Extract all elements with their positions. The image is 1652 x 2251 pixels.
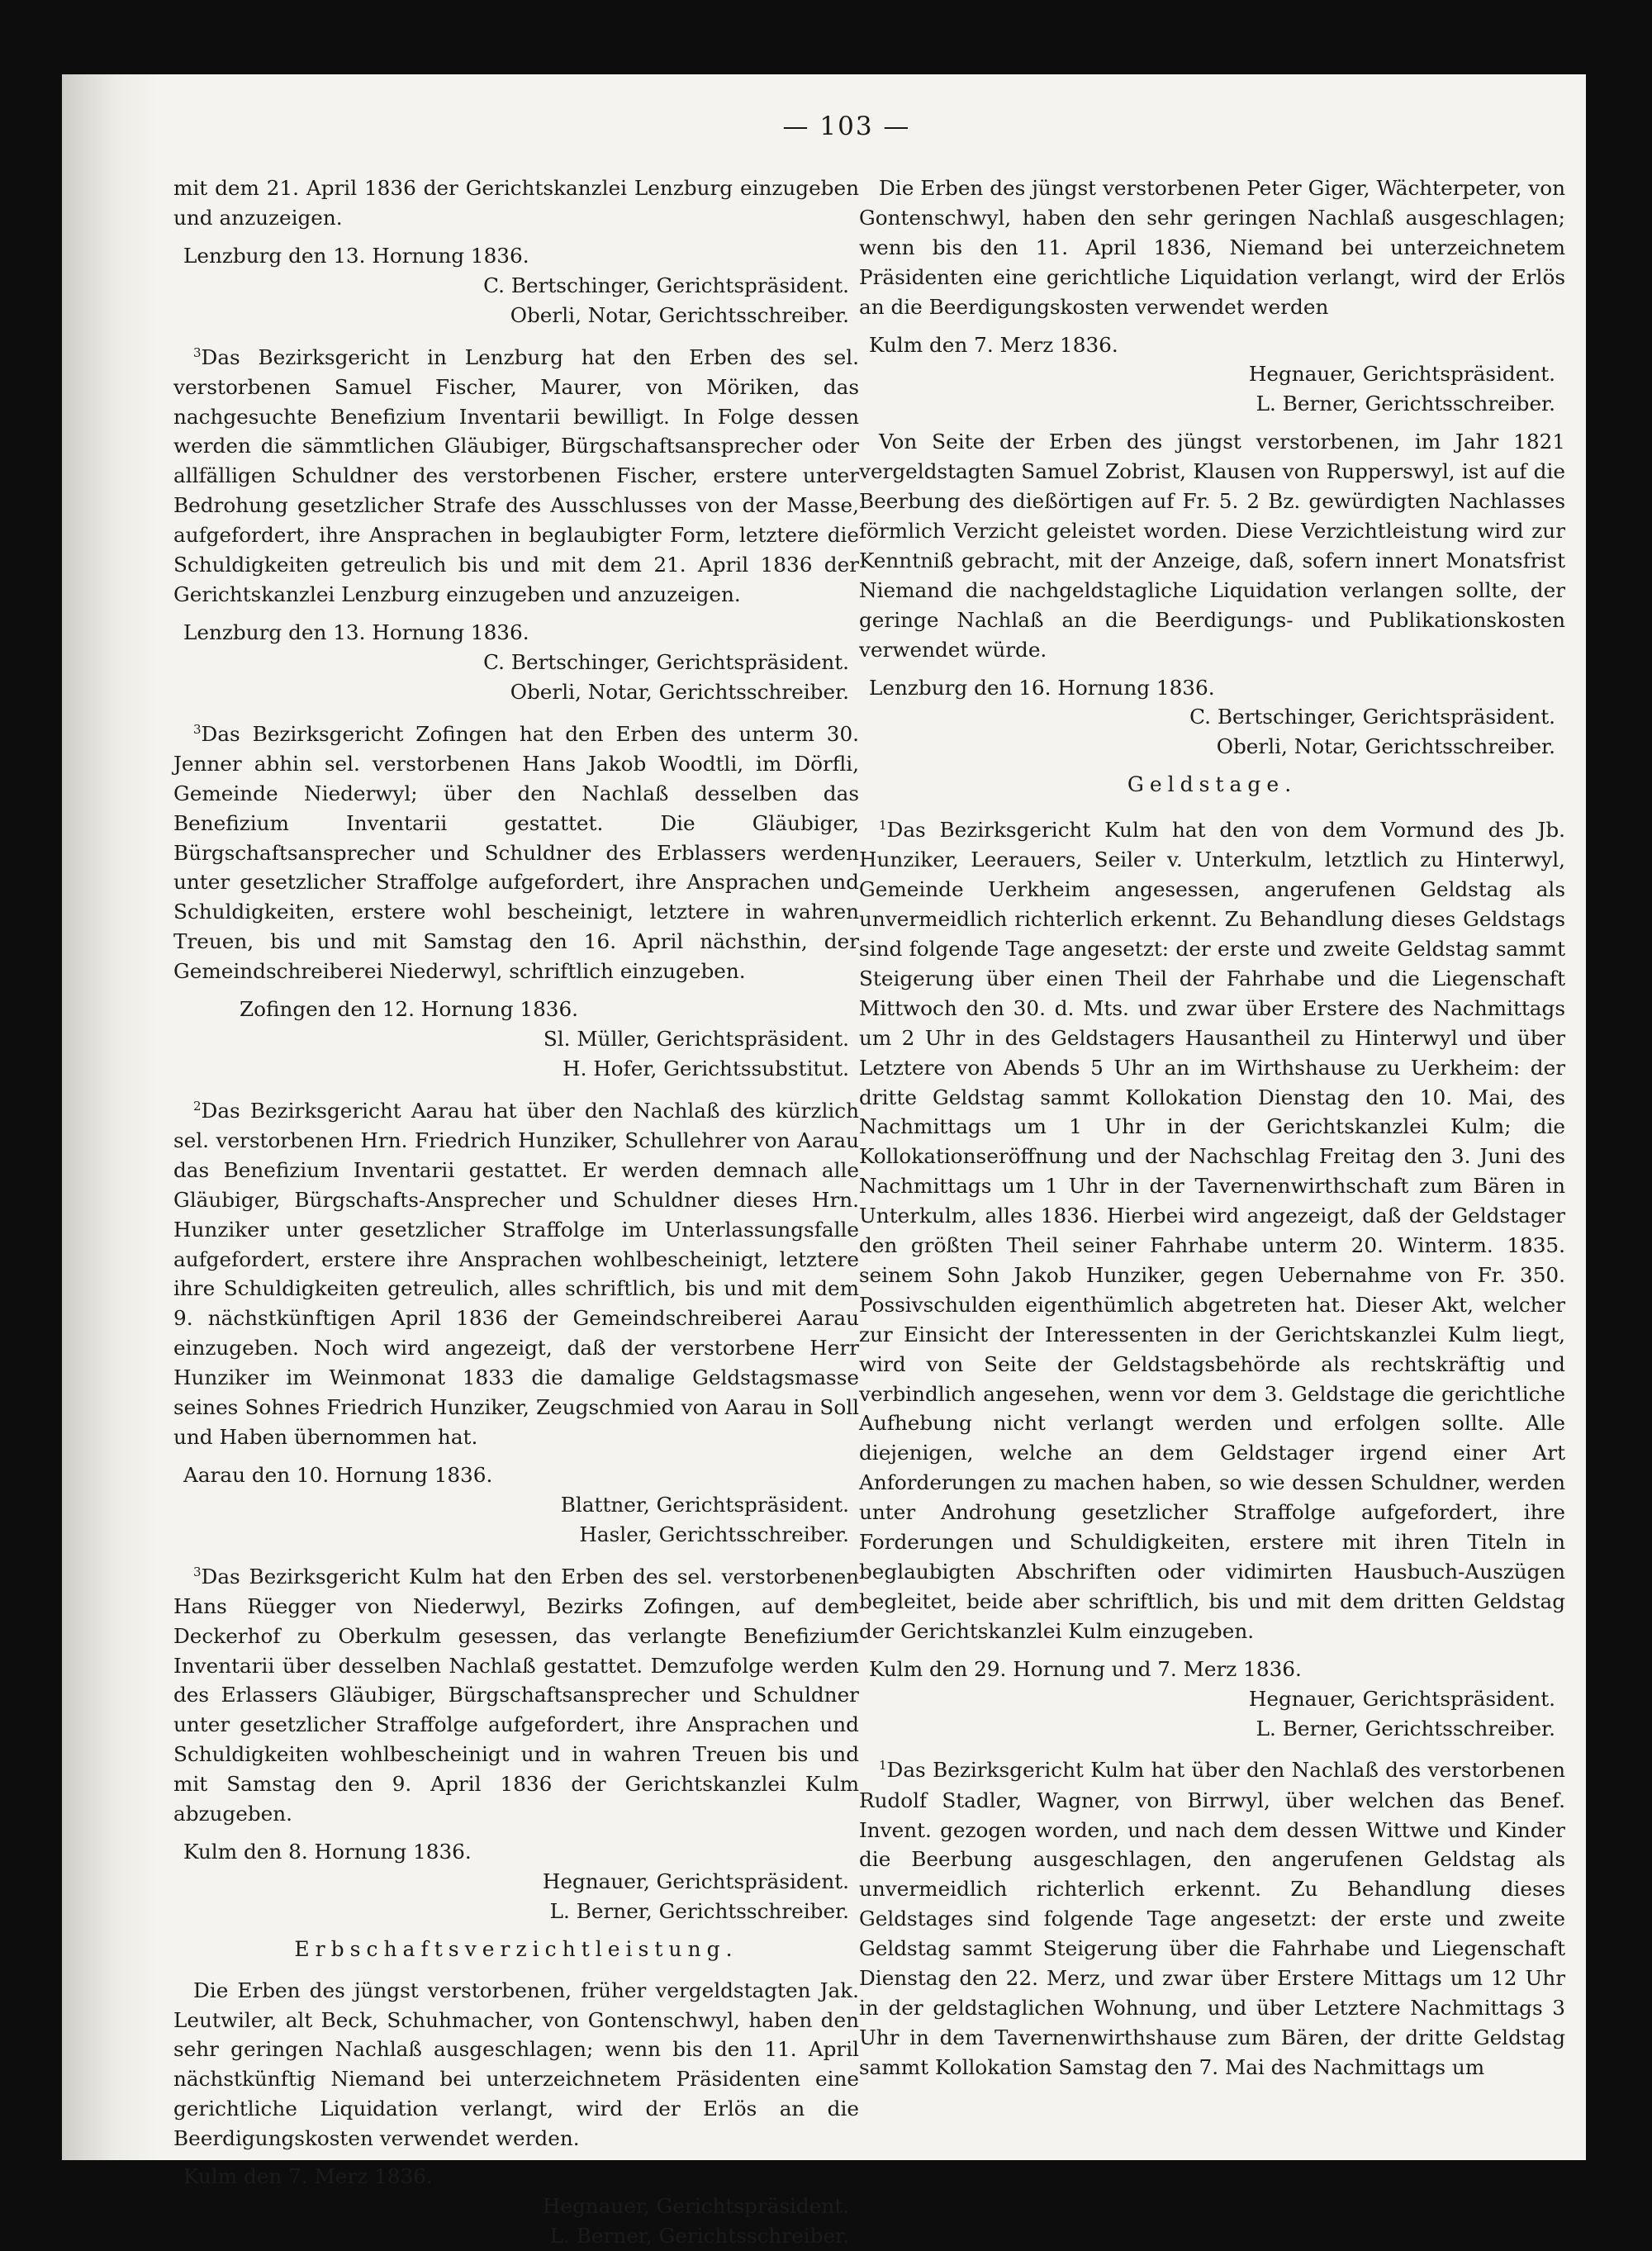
notice-hunziker-kulm — [859, 811, 1565, 1646]
notice-signature-2: L. Berner, Gerichtsschreiber. — [549, 1898, 849, 1923]
notice-place-date: Zofingen den 12. Hornung 1836. — [240, 997, 579, 1022]
continuation-signature-1: C. Bertschinger, Gerichtspräsident. — [483, 273, 849, 297]
notice-text: Das Bezirksgericht Kulm hat über den Nachlaß des verstorbenen Rudolf Stadler, Wagner, von Birrwyl, über welchen das Benef. Invent. gezogen worden, und nach dem dessen Wittwe und Kinder die Beerbung ausgeschlagen, den angerufenen Geldstag als unvermeidlich richterlich erkennt. Zu Behandlung dieses Geldstages sind folgende Tage angesetzt: der erste und zweite Geldstag sammt Steigerung über die Fahrhabe und Liegenschaft Dienstag den 22. Merz, und zwar über Erstere Mittags um 12 Uhr in der geldstaglichen Wohnung, und über Letztere Nachmittags 3 Uhr in dem Tavernenwirthshause zum Bären, der dritte Geldstag sammt Kollokation Samstag den 7. Mai des Nachmittags um — [859, 1758, 1565, 2079]
notice-number: 3 — [193, 1564, 202, 1579]
notice-number: 3 — [193, 344, 202, 360]
notice-text: Das Bezirksgericht in Lenzburg hat den Erben des sel. verstorbenen Samuel Fischer, Maurer, von Möriken, das nachgesuchte Benefizium Inventarii bewilligt. In Folge dessen werden die sämmtlichen Gläubiger, Bürgschaftsansprecher oder allfälligen Schuldner des verstorbenen Fischer, erstere unter Bedrohung gesetzlicher Strafe des Ausschlusses von der Masse, aufgefordert, ihre Ansprachen in beglaubigter Form, letztere die Schuldigkeiten getreulich bis und mit dem 21. April 1836 der Gerichtskanzlei Lenzburg einzugeben und anzuzeigen. — [173, 344, 859, 607]
newspaper-page — [62, 74, 1586, 2248]
notice-place-date: Kulm den 7. Merz 1836. — [183, 2164, 433, 2189]
notice-text: Das Bezirksgericht Aarau hat über den Nachlaß des kürzlich sel. verstorbenen Hrn. Friedrich Hunziker, Schullehrer von Aarau das Benefizium Inventarii gestattet. Er werden demnach alle Gläubiger, Bürgschafts-Ansprecher und Schuldner dieses Hrn. Hunziker unter gesetzlicher Straffolge im Unterlassungsfalle aufgefordert, erstere ihre Ansprachen wohlbescheinigt, letztere ihre Schuldigkeiten getreulich, alles schriftlich, bis und mit dem 9. nächstkünftigen April 1836 der Gemeindschreiberei Aarau einzugeben. Noch wird angezeigt, daß der verstorbene Herr Hunziker im Weinmonat 1833 die damalige Geldstagsmasse seines Sohnes Friedrich Hunziker, Zeugschmied von Aarau in Soll und Haben übernommen hat. — [173, 1098, 859, 1449]
notice-number: 1 — [879, 818, 887, 833]
notice-hunziker-aarau — [173, 1092, 859, 1452]
notice-signature-2: Hasler, Gerichtsschreiber. — [579, 1522, 849, 1546]
notice-fischer — [173, 339, 859, 610]
notice-text: Das Bezirksgericht Zofingen hat den Erben des unterm 30. Jenner abhin sel. verstorbenen Hans Jakob Woodtli, im Dörfli, Gemeinde Niederwyl; über den Nachlaß desselben das Benefizium Inventarii gestattet. Die Gläubiger, Bürgschaftsansprecher und Schuldner des Erblassers werden unter gesetzlicher Straffolge aufgefordert, ihre Ansprachen und Schuldigkeiten, erstere wohl bescheinigt, letztere in wahren Treuen, bis und mit Samstag den 16. April nächsthin, der Gemeindschreiberei Niederwyl, schriftlich einzugeben. — [173, 721, 859, 984]
notice-giger: Die Erben des jüngst verstorbenen Peter Giger, Wächterpeter, von Gontenschwyl, haben den sehr geringen Nachlaß ausgeschlagen; wenn bis den 11. April 1836, Niemand bei unterzeichnetem Präsidenten eine gerichtliche Liquidation verlangt, wird der Erlös an die Beerdigungskosten verwendet werden — [859, 176, 1565, 319]
notice-signature-1: C. Bertschinger, Gerichtspräsident. — [1189, 705, 1555, 729]
notice-signature-1: Hegnauer, Gerichtspräsident. — [1248, 1686, 1555, 1711]
notice-place-date: Kulm den 8. Hornung 1836. — [183, 1839, 472, 1864]
notice-signature-2: Oberli, Notar, Gerichtsschreiber. — [510, 679, 849, 704]
notice-number: 2 — [193, 1098, 202, 1114]
right-column — [859, 173, 1565, 2091]
page-gutter-shadow — [62, 74, 157, 2160]
notice-number: 1 — [879, 1758, 887, 1774]
continuation-place-date: Lenzburg den 13. Hornung 1836. — [183, 243, 529, 268]
notice-text: Das Bezirksgericht Kulm hat den Erben des sel. verstorbenen Hans Rüegger von Niederwyl, Bezirks Zofingen, auf dem Deckerhof zu Oberkulm gesessen, das verlangte Benefizium Inventarii über desselben Nachlaß gestattet. Demzufolge werden des Erlassers Gläubiger, Bürgschaftsansprecher und Schuldner unter gesetzlicher Straffolge aufgefordert, ihre Ansprachen und Schuldigkeiten wohlbescheinigt und in wahren Treuen bis und mit Samstag den 9. April 1836 der Gerichtskanzlei Kulm abzugeben. — [173, 1564, 859, 1826]
notice-woodtli — [173, 715, 859, 986]
notice-place-date: Lenzburg den 13. Hornung 1836. — [183, 620, 529, 644]
page-number: — 103 — — [782, 112, 911, 141]
section-heading-geldstage: Geldstage. — [1127, 772, 1298, 797]
section-heading-erbschaftsverzicht: Erbschaftsverzichtleistung. — [294, 1936, 738, 1961]
notice-stadler — [859, 1751, 1565, 2082]
notice-signature-2: L. Berner, Gerichtsschreiber. — [1256, 392, 1555, 416]
notice-rueegger — [173, 1558, 859, 1829]
notice-signature-1: Blattner, Gerichtspräsident. — [560, 1492, 849, 1517]
notice-signature-1: Hegnauer, Gerichtspräsident. — [542, 1869, 849, 1893]
notice-place-date: Kulm den 7. Merz 1836. — [869, 332, 1118, 357]
continuation-signature-2: Oberli, Notar, Gerichtsschreiber. — [510, 302, 849, 327]
notice-signature-2: L. Berner, Gerichtsschreiber. — [549, 2223, 849, 2248]
notice-leutwiler: Die Erben des jüngst verstorbenen, früher vergeldstagten Jak. Leutwiler, alt Beck, Schuhmacher, von Gontenschwyl, haben den sehr geringen Nachlaß ausgeschlagen; wenn bis den 11. April nächstkünftig Niemand bei unterzeichnetem Präsidenten eine gerichtliche Liquidation verlangt, wird der Erlös an die Beerdigungskosten verwendet werden. — [173, 1978, 859, 2151]
notice-signature-2: L. Berner, Gerichtsschreiber. — [1256, 1716, 1555, 1740]
notice-signature-1: Hegnauer, Gerichtspräsident. — [1248, 362, 1555, 387]
notice-signature-1: C. Bertschinger, Gerichtspräsident. — [483, 649, 849, 674]
notice-signature-1: Sl. Müller, Gerichtspräsident. — [543, 1026, 849, 1051]
left-column — [173, 173, 859, 2251]
notice-signature-2: Oberli, Notar, Gerichtsschreiber. — [1216, 734, 1555, 759]
notice-signature-1: Hegnauer, Gerichtspräsident. — [542, 2193, 849, 2218]
notice-zobrist: Von Seite der Erben des jüngst verstorbenen, im Jahr 1821 vergeldstagten Samuel Zobrist, Klausen von Rupperswyl, ist auf die Beerbung des dießörtigen auf Fr. 5. 2 Bz. gewürdigten Nachlasses förmlich Verzicht geleistet worden. Diese Verzichtleistung wird zur Kenntniß gebracht, mit der Anzeige, daß, sofern innert Monatsfrist Niemand die nachgeldstagliche Liquidation verlangen sollte, der geringe Nachlaß an die Beerdigungs- und Publikationskosten verwendet würde. — [859, 430, 1565, 662]
notice-place-date: Kulm den 29. Hornung und 7. Merz 1836. — [869, 1656, 1302, 1681]
notice-text: Das Bezirksgericht Kulm hat den von dem Vormund des Jb. Hunziker, Leerauers, Seiler v. Unterkulm, letztlich zu Hinterwyl, Gemeinde Uerkheim angesessen, angerufenen Geldstag als unvermeidlich richterlich erkennt. Zu Behandlung dieses Geldstags sind folgende Tage angesetzt: der erste und zweite Geldstag sammt Steigerung über einen Theil der Fahrhabe und die Liegenschaft Mittwoch den 30. d. Mts. und zwar über Erstere des Nachmittags um 2 Uhr in des Geldstagers Hausantheil zu Hinterwyl und über Letztere von Abends 5 Uhr an im Wirthshause zu Uerkheim: der dritte Geldstag sammt Kollokation Dienstag den 10. Mai, des Nachmittags um 1 Uhr in der Gerichtskanzlei Kulm; die Kollokationseröffnung und der Nachschlag Freitag den 3. Juni des Nachmittags um 1 Uhr in der Tavernenwirthschaft zum Bären in Unterkulm, alles 1836. Hierbei wird angezeigt, daß der Geldstager den größten Theil seiner Fahrhabe unterm 20. Winterm. 1835. seinem Sohn Jakob Hunziker, gegen Uebernahme von Fr. 350. Possivschulden eigenthümlich abgetreten hat. Dieser Akt, welcher zur Einsicht der Interessenten in der Gerichtskanzlei Kulm liegt, wird von Seite der Geldstagsbehörde als rechtskräftig und verbindlich angesehen, wenn vor dem 3. Geldstage die gerichtliche Aufhebung nicht verlangt werden und erfolgen sollte. Alle diejenigen, welche an dem Geldstager irgend einer Art Anforderungen zu machen haben, so wie dessen Schuldner, werden unter Androhung gesetzlicher Straffolge aufgefordert, ihre Forderungen und Schuldigkeiten, erstere mit ihren Titeln in beglaubigten Abschriften oder vidimirten Hausbuch-Auszügen begleitet, beide aber schriftlich, bis und mit dem dritten Geldstag der Gerichtskanzlei Kulm einzugeben. — [859, 818, 1565, 1643]
notice-place-date: Lenzburg den 16. Hornung 1836. — [869, 675, 1215, 700]
notice-number: 3 — [193, 721, 202, 737]
notice-signature-2: H. Hofer, Gerichtssubstitut. — [563, 1056, 849, 1080]
notice-place-date: Aarau den 10. Hornung 1836. — [183, 1462, 493, 1487]
continuation-text: mit dem 21. April 1836 der Gerichtskanzlei Lenzburg einzugeben und anzuzeigen. — [173, 176, 859, 230]
